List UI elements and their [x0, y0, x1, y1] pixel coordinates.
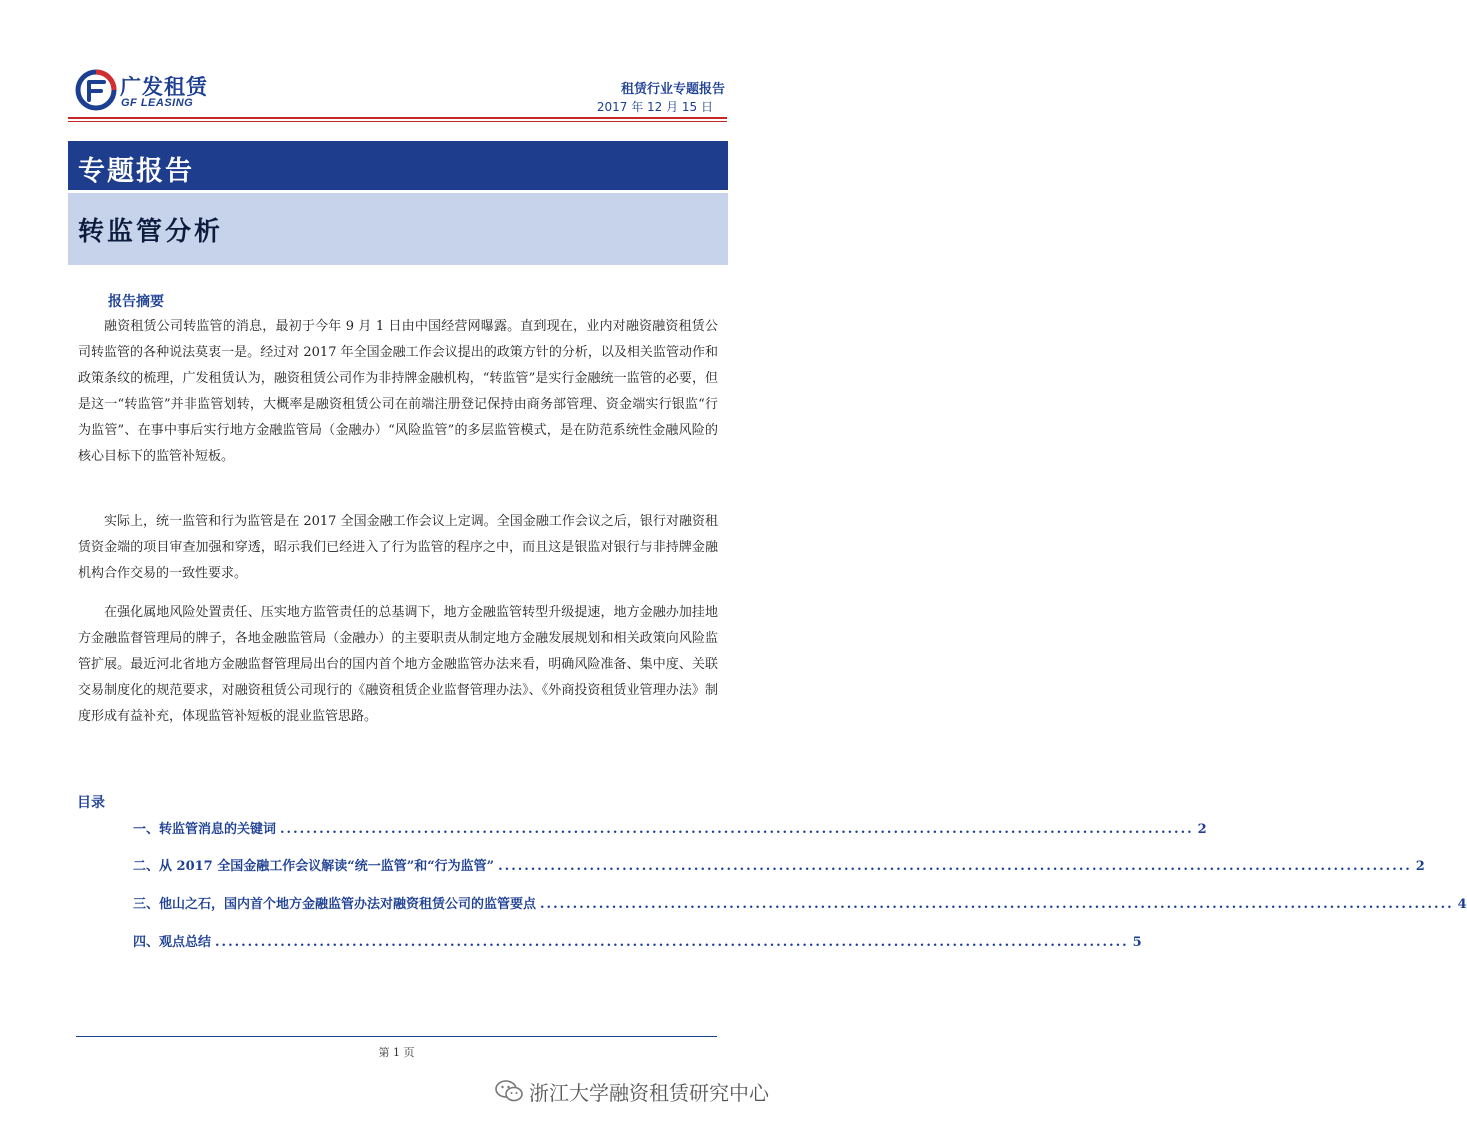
toc-item-page: 2: [1197, 822, 1207, 837]
toc-item[interactable]: [133, 818, 1207, 838]
toc-heading: 目录: [77, 795, 105, 811]
watermark: [495, 1076, 769, 1106]
toc-item-page: 5: [1132, 935, 1142, 950]
abstract-paragraph: 在强化属地风险处置责任、压实地方监管责任的总基调下，地方金融监管转型升级提速，地方金融办加挂地方金融监督管理局的牌子，各地金融监管局（金融办）的主要职责从制定地方金融发展规划和相关政策向风险监管扩展。最近河北省地方金融监督管理局出台的国内首个地方金融监管办法来看，明确风险准备、集中度、关联交易制度化的规范要求，对融资租赁公司现行的《融资租赁企业监督管理办法》、《外商投资租赁业管理办法》制度形成有益补充，体现监管补短板的混业监管思路。: [78, 605, 718, 724]
toc-item-label: 二、从 2017 全国金融工作会议解读“统一监管”和“行为监管”: [133, 859, 495, 874]
toc-item[interactable]: [133, 893, 1467, 913]
watermark-text: 浙江大学融资租赁研究中心: [529, 1080, 769, 1105]
toc-leader-dots: ............................................................................................................................................: [280, 822, 1194, 837]
category-banner: [68, 141, 728, 190]
toc-leader-dots: ............................................................................................................................................: [540, 897, 1454, 912]
toc-item-label: 一、转监管消息的关键词: [133, 822, 277, 837]
toc-leader-dots: ............................................................................................................................................: [215, 935, 1129, 950]
toc-leader-dots: ............................................................................................................................................: [498, 859, 1412, 874]
toc-item-label: 四、观点总结: [133, 935, 212, 950]
header-rule-thin: [68, 121, 727, 122]
toc-item[interactable]: [133, 931, 1142, 951]
report-title: 转监管分析: [78, 217, 224, 247]
logo-english-name: GF LEASING: [121, 97, 194, 109]
logo-chinese-name: 广发租赁: [120, 75, 208, 99]
page-number: 第 1 页: [378, 1046, 415, 1059]
abstract-paragraph: 实际上，统一监管和行为监管是在 2017 全国金融工作会议上定调。全国金融工作会议之后，银行对融资租赁资金端的项目审查加强和穿透，昭示我们已经进入了行为监管的程序之中，而且这是银监对银行与非持牌金融机构合作交易的一致性要求。: [78, 514, 718, 581]
toc-item-page: 2: [1415, 859, 1425, 874]
toc-item-page: 4: [1457, 897, 1467, 912]
gf-leasing-logo-icon: [76, 70, 116, 110]
gf-leasing-logo: [76, 70, 216, 114]
footer-rule: [76, 1036, 717, 1037]
abstract-heading: 报告摘要: [108, 294, 164, 310]
header-rule: [68, 117, 727, 119]
toc-item[interactable]: [133, 855, 1425, 875]
report-date: 2017 年 12 月 15 日: [596, 100, 713, 114]
report-type-label: 租赁行业专题报告: [620, 82, 725, 97]
wechat-icon: [495, 1080, 523, 1102]
title-band: [68, 193, 728, 265]
abstract-paragraph: 融资租赁公司转监管的消息，最初于今年 9 月 1 日由中国经营网曝露。直到现在，业内对融资融资租赁公司转监管的各种说法莫衷一是。经过对 2017 年全国金融工作会议提出的政策方针的分析，以及相关监管动作和政策条纹的梳理，广发租赁认为，融资租赁公司作为非持牌金融机构，“转监管”是实行金融统一监管的必要，但是这一“转监管”并非监管划转，大概率是融资租赁公司在前端注册登记保持由商务部管理、资金端实行银监“行为监管”、在事中事后实行地方金融监管局（金融办）“风险监管”的多层监管模式，是在防范系统性金融风险的核心目标下的监管补短板。: [78, 319, 718, 464]
category-banner-label: 专题报告: [78, 156, 194, 187]
toc-item-label: 三、他山之石，国内首个地方金融监管办法对融资租赁公司的监管要点: [133, 897, 537, 912]
